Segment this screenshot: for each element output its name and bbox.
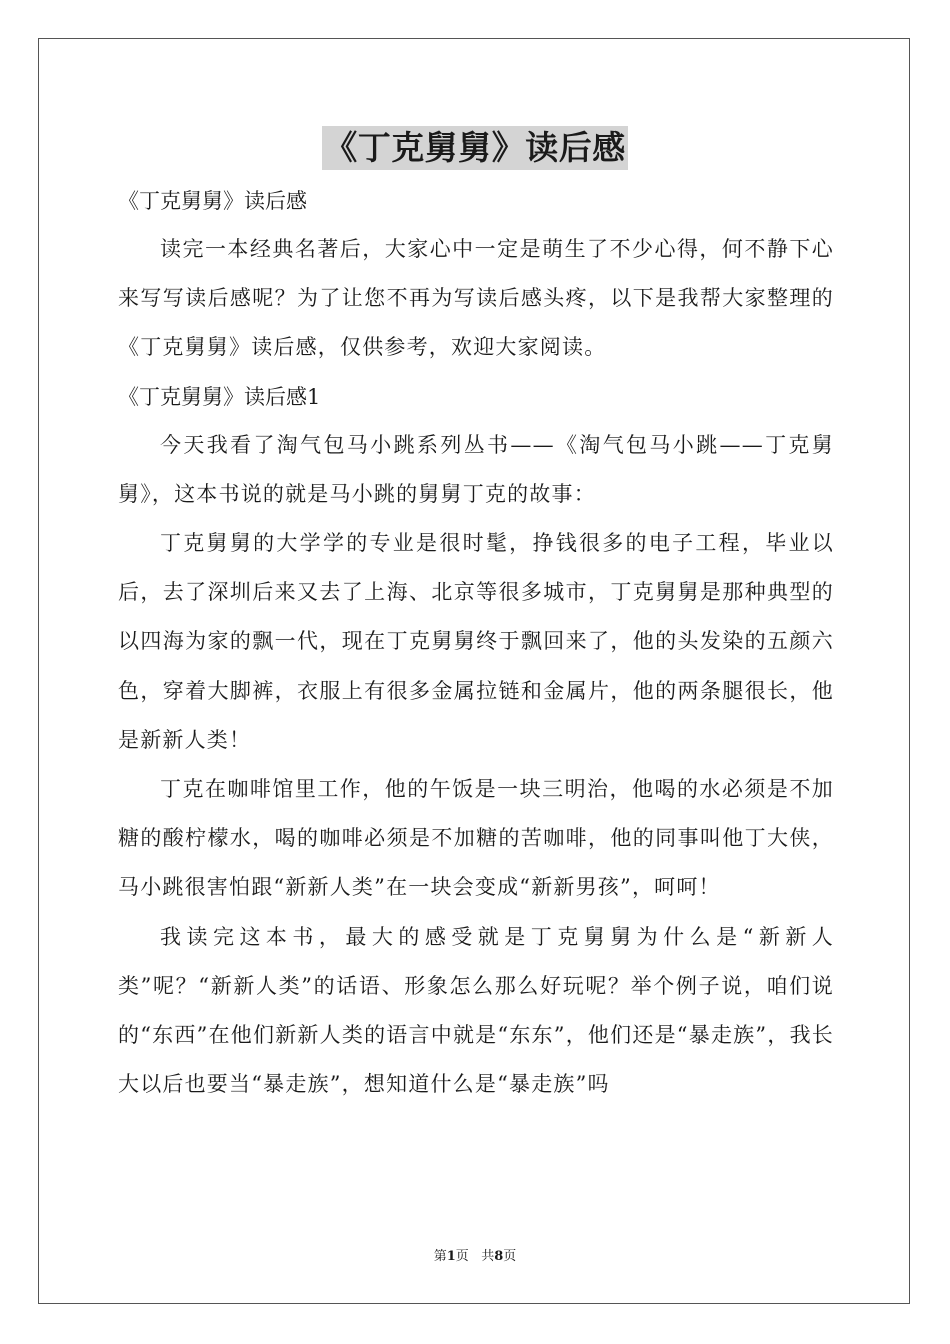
- page-number: 1: [446, 1249, 456, 1264]
- section-heading: 《丁克舅舅》读后感1: [118, 384, 321, 409]
- subtitle: 《丁克舅舅》读后感: [118, 189, 307, 213]
- body-paragraph: 我读完这本书，最大的感受就是丁克舅舅为什么是“新新人类”呢？“新新人类”的话语、形象怎么那么好玩呢？举个例子说，咱们说的“东西”在他们新新人类的语言中就是“东东”，他们还是“暴走族”，我长大以后也要当“暴走族”，想知道什么是“暴走族”吗: [118, 924, 834, 1097]
- total-prefix: 共: [481, 1249, 495, 1264]
- body-paragraph: 丁克舅舅的大学学的专业是很时髦，挣钱很多的电子工程，毕业以后，去了深圳后来又去了上海、北京等很多城市，丁克舅舅是那种典型的以四海为家的飘一代，现在丁克舅舅终于飘回来了，他的头发染的五颜六色，穿着大脚裤，衣服上有很多金属拉链和金属片，他的两条腿很长，他是新新人类！: [118, 531, 834, 752]
- page-footer: [0, 1248, 950, 1266]
- document-title: 《丁克舅舅》读后感: [322, 126, 628, 170]
- title-container: [0, 126, 950, 170]
- page-prefix: 第: [433, 1249, 447, 1264]
- total-suffix: 页: [503, 1249, 517, 1264]
- intro-paragraph: 读完一本经典名著后，大家心中一定是萌生了不少心得，何不静下心来写写读后感呢？为了让您不再为写读后感头疼，以下是我帮大家整理的《丁克舅舅》读后感，仅供参考，欢迎大家阅读。: [118, 237, 834, 360]
- document-body: [118, 177, 834, 1109]
- page-suffix: 页: [455, 1249, 469, 1264]
- total-pages: 8: [494, 1249, 504, 1264]
- body-paragraph: 今天我看了淘气包马小跳系列丛书——《淘气包马小跳——丁克舅舅》，这本书说的就是马小跳的舅舅丁克的故事：: [118, 432, 834, 506]
- body-paragraph: 丁克在咖啡馆里工作，他的午饭是一块三明治，他喝的水必须是不加糖的酸柠檬水，喝的咖啡必须是不加糖的苦咖啡，他的同事叫他丁大侠，马小跳很害怕跟“新新人类”在一块会变成“新新男孩”，呵呵！: [118, 777, 834, 900]
